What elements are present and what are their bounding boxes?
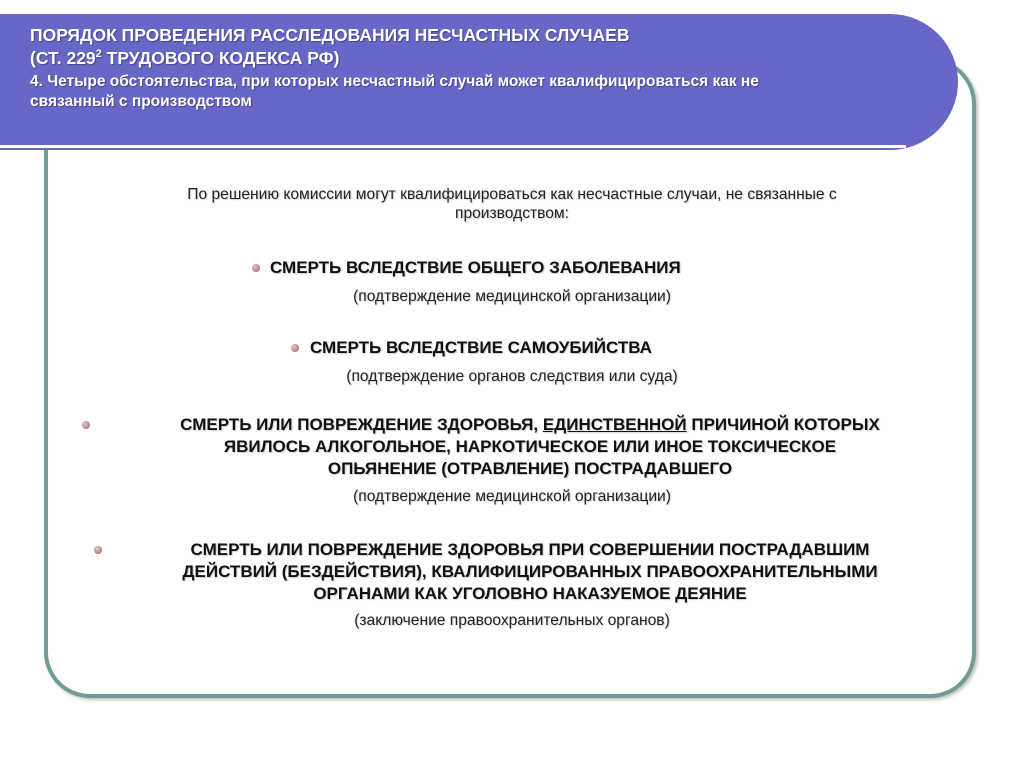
item2-heading: СМЕРТЬ ВСЛЕДСТВИЕ САМОУБИЙСТВА	[310, 338, 652, 357]
intro-text	[70, 185, 954, 223]
item2-note: (подтверждение органов следствия или суда)	[346, 368, 678, 385]
item1-heading: СМЕРТЬ ВСЛЕДСТВИЕ ОБЩЕГО ЗАБОЛЕВАНИЯ	[270, 258, 681, 277]
title-article-suffix: ТРУДОВОГО КОДЕКСА РФ)	[101, 48, 340, 68]
item3-heading-line1-pre: СМЕРТЬ ИЛИ ПОВРЕЖДЕНИЕ ЗДОРОВЬЯ,	[180, 415, 543, 434]
slide-header	[30, 24, 930, 112]
bullet-2	[291, 344, 299, 352]
item3-heading-underlined: ЕДИНСТВЕННОЙ	[542, 415, 687, 434]
item4-heading-line3: ОРГАНАМИ КАК УГОЛОВНО НАКАЗУЕМОЕ ДЕЯНИЕ	[313, 584, 747, 603]
slide-title-line2	[30, 47, 930, 70]
item3-heading-line2: ЯВИЛОСЬ АЛКОГОЛЬНОЕ, НАРКОТИЧЕСКОЕ ИЛИ ИНОЕ ТОКСИЧЕСКОЕ	[223, 437, 837, 456]
bullet-1	[252, 264, 260, 272]
intro-line2: производством:	[455, 205, 569, 222]
item4-heading-line1: СМЕРТЬ ИЛИ ПОВРЕЖДЕНИЕ ЗДОРОВЬЯ ПРИ СОВЕРШЕНИИ ПОСТРАДАВШИМ	[190, 540, 870, 559]
intro-line1: По решению комиссии могут квалифицироваться как несчастные случаи, не связанные с	[187, 186, 837, 203]
slide-title-line1: ПОРЯДОК ПРОВЕДЕНИЯ РАССЛЕДОВАНИЯ НЕСЧАСТНЫХ СЛУЧАЕВ	[30, 25, 630, 45]
title-article-superscript: 2	[95, 48, 102, 61]
item4-heading	[80, 539, 980, 605]
slide-subtitle-line1: 4. Четыре обстоятельства, при которых несчастный случай может квалифицироваться как не	[30, 73, 759, 90]
slide-subtitle-line2: связанный с производством	[30, 93, 252, 110]
title-article-prefix: (СТ. 229	[30, 48, 96, 68]
item3-heading	[80, 414, 980, 480]
item4-heading-line2: ДЕЙСТВИЙ (БЕЗДЕЙСТВИЯ), КВАЛИФИЦИРОВАННЫХ ПРАВООХРАНИТЕЛЬНЫМИ	[182, 562, 878, 581]
item4-note: (заключение правоохранительных органов)	[354, 612, 670, 629]
item3-note: (подтверждение медицинской организации)	[353, 488, 671, 505]
item3-heading-line1-post: ПРИЧИНОЙ КОТОРЫХ	[686, 415, 880, 434]
banner-divider	[0, 145, 906, 148]
item1-note: (подтверждение медицинской организации)	[353, 288, 671, 305]
item3-heading-line1	[80, 414, 980, 436]
item3-heading-line3: ОПЬЯНЕНИЕ (ОТРАВЛЕНИЕ) ПОСТРАДАВШЕГО	[327, 459, 733, 478]
